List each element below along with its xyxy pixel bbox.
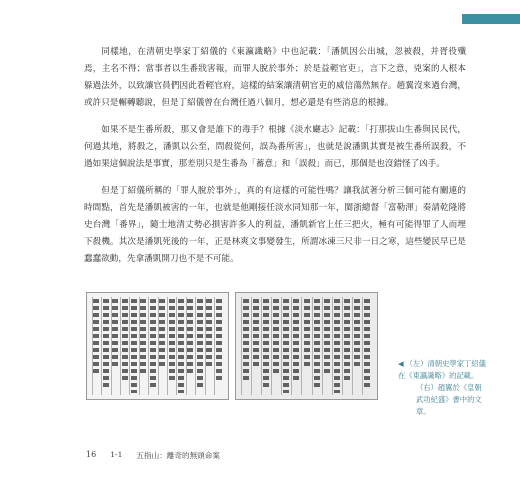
scan-text-column: [344, 299, 350, 381]
scan-text-column: [103, 299, 109, 387]
scan-column-rule: [291, 297, 292, 395]
scan-text-column: [283, 299, 289, 393]
scan-column-rule: [261, 297, 262, 395]
figure-caption: [398, 358, 486, 418]
scan-text-column: [122, 299, 128, 381]
scan-text-column: [364, 299, 370, 387]
scan-text-column: [263, 299, 269, 387]
scan-column-rule: [312, 297, 313, 395]
scan-text-column: [304, 299, 310, 369]
scan-text-column: [187, 299, 193, 375]
section-number: 1-1: [110, 450, 123, 459]
scan-column-rule: [342, 297, 343, 395]
caption-right: （右）趙翼於《皇朝武功紀盛》書中的文章。: [416, 383, 482, 416]
scan-text-column: [206, 299, 212, 369]
paragraph-3: 但是丁紹儀所稱的「罪人脫於事外」，真的有這樣的可能性嗎？讓我試著分析三個可能有關連的時間點，首先是潘凱被害的一年，也就是他剛接任淡水同知那一年，閩浙總督「富勒渾」奏請乾隆將史台灣「番界」，隨士地清丈勢必損害許多人的利益，潘凱新官上任三把火，極有可能得罪了人而埋下殺機。其次是潘凱死後的一年，正是林爽文事變發生，所謂冰凍三尺非一日之寒，這些變民早已是蠢蠢欲動，先拿潘凱開刀也不是不可能。: [84, 186, 466, 264]
scan-text-column: [159, 299, 165, 369]
scan-text-column: [314, 299, 320, 387]
scan-column-rule: [352, 297, 353, 395]
scan-huangchao-wugong-jisheng: [235, 292, 378, 400]
scan-text-column: [197, 299, 203, 387]
paragraph-1: 同樣地，在清朝史學家丁紹儀的《東瀛識略》中也記載：「潘凱因公出城，忽被殺，并胥役殲焉，主名不得；當事者以生番戕害報，而罪人脫於事外；於是益輕官吏」，言下之意，兇案的人根本躲過法外，以致讓官員們因此看輕官府，這樣的結案讓清朝官吏的威信蕩然無存。趙翼沒來過台灣，或許只是輾轉聽說，但是丁紹儀曾在台灣任過八個月，想必還是有些消息的根據。: [84, 47, 466, 108]
scan-column-rule: [271, 297, 272, 395]
caption-left: ◀ （左）清朝史學家丁紹儀在《東瀛識略》的記載。: [398, 359, 486, 380]
page-number: 16: [86, 450, 97, 459]
scan-column-rule: [251, 297, 252, 395]
scan-column-rule: [362, 297, 363, 395]
scan-text-column: [93, 299, 99, 375]
scan-text-column: [150, 299, 156, 387]
page-accent-bar: [462, 14, 520, 24]
page-footer: [86, 450, 220, 461]
scan-text-column: [131, 299, 137, 393]
scan-text-column: [216, 299, 222, 381]
figure-scans: [86, 292, 378, 400]
scan-column-rule: [332, 297, 333, 395]
scan-text-column: [169, 299, 175, 381]
scan-text-column: [243, 299, 249, 381]
scan-text-column: [112, 299, 118, 369]
scan-text-column: [273, 299, 279, 375]
scan-text-column: [140, 299, 146, 375]
scan-text-column: [354, 299, 360, 369]
scan-column-rule: [281, 297, 282, 395]
chapter-title: 五指山：離奇的無頭命案: [136, 451, 220, 460]
scan-column-rule: [241, 297, 242, 395]
scan-text-column: [178, 299, 184, 393]
caption-arrow-icon: ◀: [398, 359, 404, 368]
scan-text-column: [293, 299, 299, 381]
scan-dongying-shilue: [86, 292, 229, 400]
paragraph-2: 如果不是生番所殺，那又會是誰下的毒手？根據《淡水廳志》記載：「打那拔山生番與民民代，何過其地，將殺之，潘凱以公至，問殺從何，誤為番所害」，也就是說潘凱其實是被生番所誤殺，不過如果這個說法是事實，那差別只是生番為「蓄意」和「誤殺」而已，那個是也沒錯怪了凶手。: [84, 125, 466, 169]
scan-text-column: [253, 299, 259, 369]
scan-text-column: [324, 299, 330, 375]
scan-column-rule: [322, 297, 323, 395]
scan-text-column: [334, 299, 340, 393]
body-text: [84, 44, 466, 278]
scan-column-rule: [301, 297, 302, 395]
